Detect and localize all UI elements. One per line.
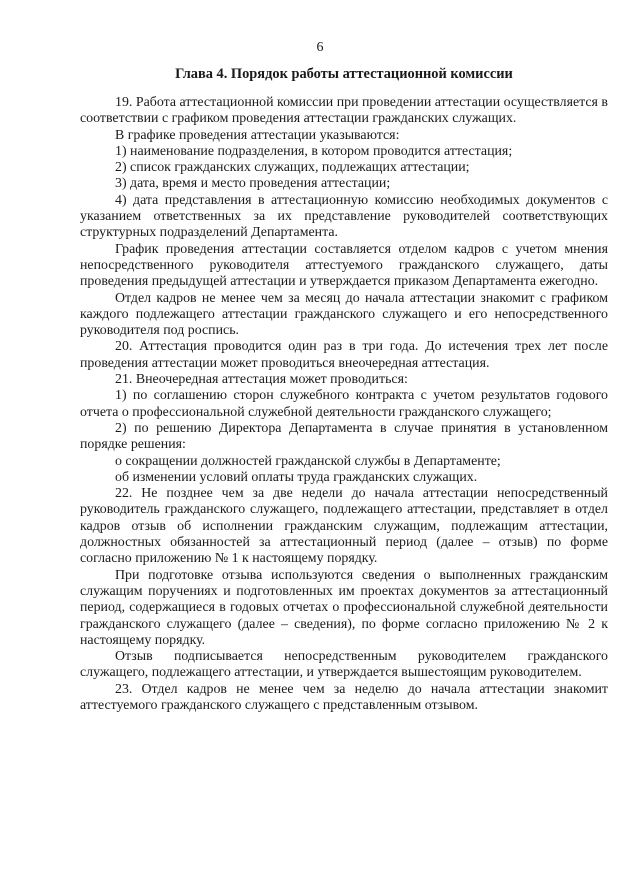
list-item-3: 3) дата, время и место проведения аттестации; bbox=[115, 176, 391, 192]
paragraph-hr-notice: Отдел кадров не менее чем за месяц до начала аттестации знакомит с графиком каждого подлежащего аттестации гражданского служащего и его непосредственного руководителя под роспись. bbox=[80, 290, 608, 339]
sub-item-pay-change: об изменении условий оплаты труда гражданских служащих. bbox=[115, 469, 478, 485]
list-item-21-2: 2) по решению Директора Департамента в случае принятия в установленном порядке решения: bbox=[80, 420, 608, 453]
paragraph-review-signing: Отзыв подписывается непосредственным руководителем гражданского служащего, подлежащего аттестации, и утверждается вышестоящим руководителем. bbox=[80, 649, 608, 681]
paragraph-22: 22. Не позднее чем за две недели до начала аттестации непосредственный руководитель гражданского служащего, подлежащего аттестации, представляет в отдел кадров отзыв об исполнении гражданским служащим, подлежащим аттестации, должностных обязанностей за аттестационный период (далее – отзыв) по форме согласно приложению № 1 к настоящему порядку. bbox=[80, 486, 608, 567]
chapter-title: Глава 4. Порядок работы аттестационной комиссии bbox=[175, 66, 513, 82]
page-number: 6 bbox=[316, 40, 324, 55]
paragraph-schedule-drafting: График проведения аттестации составляется отделом кадров с учетом мнения непосредственного руководителя аттестуемого гражданского служащего, даты проведения предыдущей аттестации и утверждается приказом Департамента ежегодно. bbox=[80, 241, 608, 290]
paragraph-review-prep: При подготовке отзыва используются сведения о выполненных гражданским служащим поручениях и подготовленных им проектах документов за аттестационный период, содержащиеся в годовых отчетах о профессиональной служебной деятельности гражданского служащего (далее – сведения), по форме согласно приложению № 2 к настоящему порядку. bbox=[80, 567, 608, 648]
list-item-2: 2) список гражданских служащих, подлежащих аттестации; bbox=[115, 160, 470, 176]
paragraph-21: 21. Внеочередная аттестация может проводиться: bbox=[115, 372, 408, 388]
sub-item-reduction: о сокращении должностей гражданской службы в Департаменте; bbox=[115, 453, 501, 469]
paragraph-23: 23. Отдел кадров не менее чем за неделю до начала аттестации знакомит аттестуемого гражданского служащего с представленным отзывом. bbox=[80, 681, 608, 713]
document-body bbox=[80, 95, 608, 714]
list-item-1: 1) наименование подразделения, в котором проводится аттестация; bbox=[115, 143, 513, 159]
paragraph-schedule-intro: В графике проведения аттестации указываются: bbox=[115, 127, 400, 143]
paragraph-20: 20. Аттестация проводится один раз в три года. До истечения трех лет после проведения аттестации может проводиться внеочередная аттестация. bbox=[80, 339, 608, 371]
list-item-4: 4) дата представления в аттестационную комиссию необходимых документов с указанием ответственных за их представление руководителей соответствующих структурных подразделений Департамента. bbox=[80, 192, 608, 241]
list-item-21-1: 1) по соглашению сторон служебного контракта с учетом результатов годового отчета о профессиональной служебной деятельности гражданского служащего; bbox=[80, 388, 608, 420]
paragraph-19: 19. Работа аттестационной комиссии при проведении аттестации осуществляется в соответствии с графиком проведения аттестации гражданских служащих. bbox=[80, 95, 608, 127]
